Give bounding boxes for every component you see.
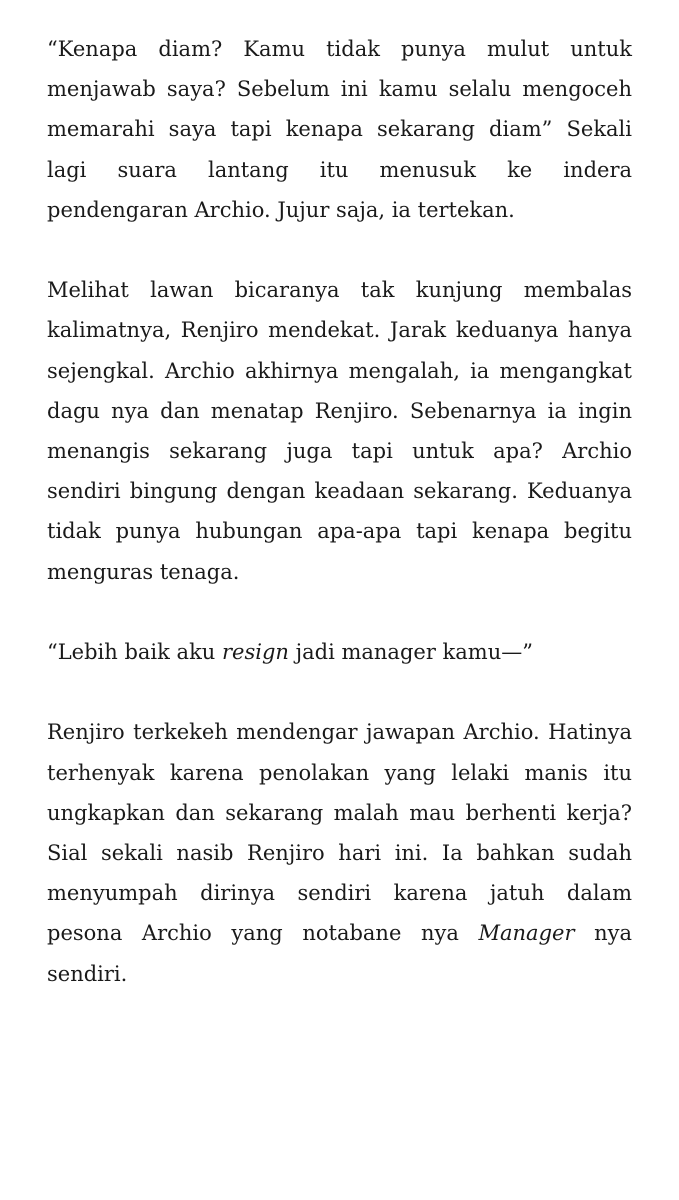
paragraph-1-text: “Kenapa diam? Kamu tidak punya mulut untuk menjawab saya? Sebelum ini kamu selalu mengoceh memarahi saya tapi kenapa sekarang diam” Sekali lagi suara lantang itu menusuk ke indera pendengaran Archio. Jujur saja, ia tertekan. [47,37,632,222]
paragraph-4-text-end: nya sendiri. [47,921,632,986]
paragraph-2-text: Melihat lawan bicaranya tak kunjung membalas kalimatnya, Renjiro mendekat. Jarak keduanya hanya sejengkal. Archio akhirnya mengalah, ia mengangkat dagu nya dan menatap Renjiro. Sebenarnya ia ingin menangis sekarang juga tapi untuk apa? Archio sendiri bingung dengan keadaan sekarang. Keduanya tidak punya hubungan apa-apa tapi kenapa begitu menguras tenaga. [47,278,632,584]
paragraph-4-italic-word: Manager [478,921,575,946]
paragraph-4-text-start: Renjiro terkekeh mendengar jawapan Archio. Hatinya terhenyak karena penolakan yang lelaki manis itu ungkapkan dan sekarang malah mau berhenti kerja? Sial sekali nasib Renjiro hari ini. Ia bahkan sudah menyumpah dirinya sendiri karena jatuh dalam pesona Archio yang notabane nya [47,720,632,946]
document-page [47,29,632,994]
paragraph-3-italic-word: resign [222,640,289,665]
paragraph-1 [47,29,632,230]
paragraph-3-dialogue [47,632,632,672]
paragraph-4 [47,712,632,993]
paragraph-3-text-end: jadi manager kamu—” [288,640,533,665]
paragraph-2 [47,270,632,592]
paragraph-3-text-start: “Lebih baik aku [47,640,222,665]
